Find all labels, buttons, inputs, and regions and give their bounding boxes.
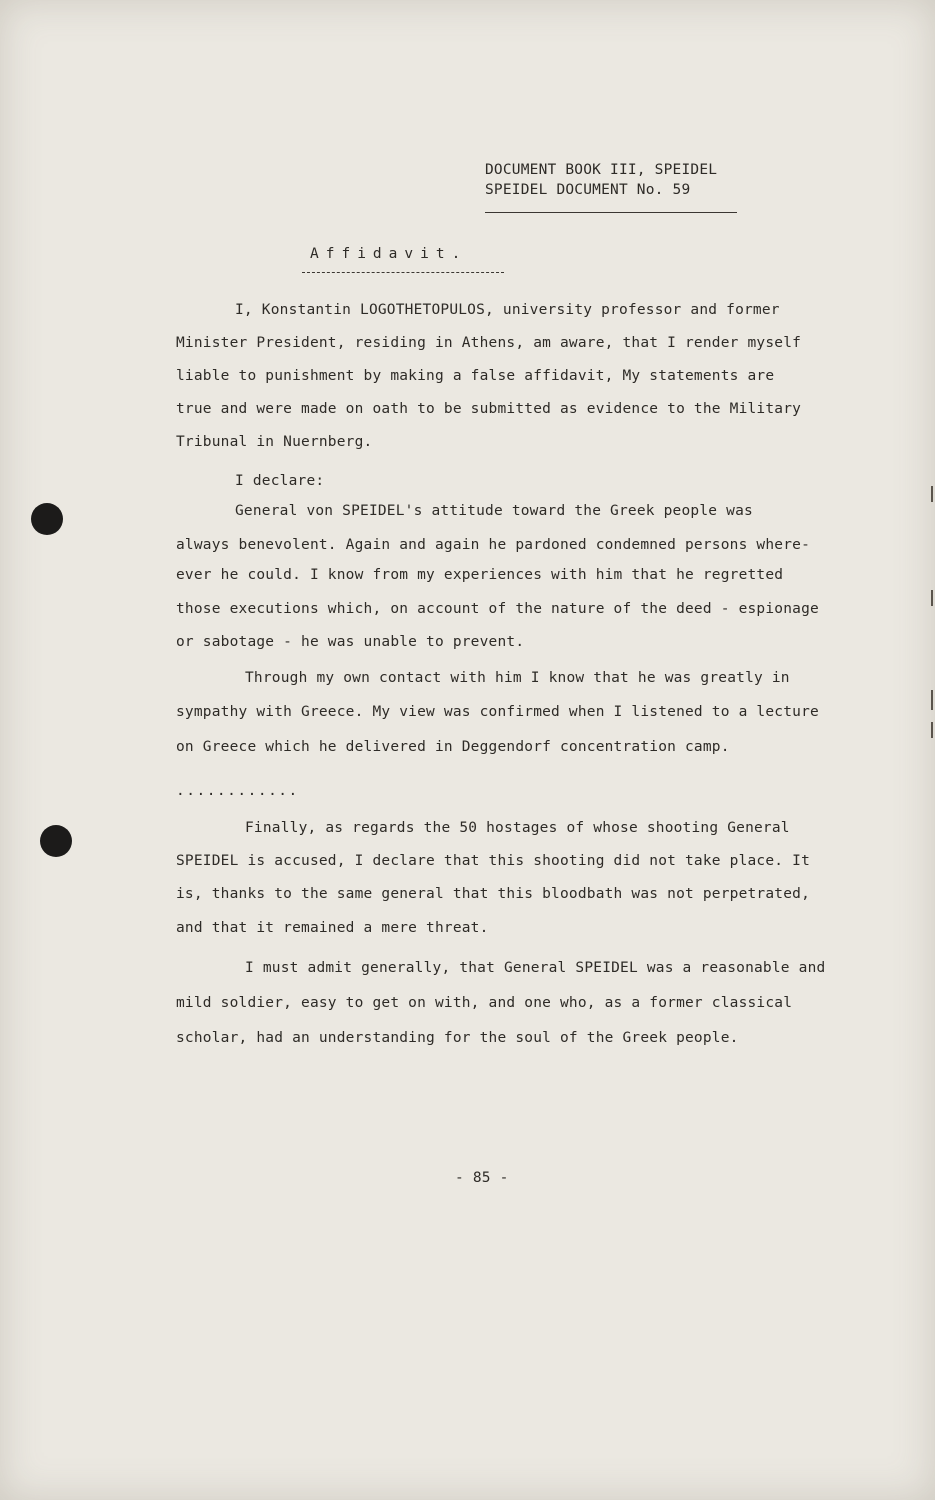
title-underline xyxy=(302,272,504,273)
attitude-line-5: or sabotage - he was unable to prevent. xyxy=(176,634,525,650)
closing-line-3: scholar, had an understanding for the soul of the Greek people. xyxy=(176,1030,739,1046)
edge-mark xyxy=(931,690,933,710)
page-number: - 85 - xyxy=(455,1170,509,1186)
header-underline xyxy=(485,212,737,213)
hostages-line-3: is, thanks to the same general that this bloodbath was not perpetrated, xyxy=(176,886,811,902)
intro-line-3: liable to punishment by making a false affidavit, My statements are xyxy=(176,368,775,384)
declare-line: I declare: xyxy=(235,473,325,489)
attitude-line-4: those executions which, on account of the nature of the deed - espionage xyxy=(176,601,819,617)
sympathy-line-2: sympathy with Greece. My view was confirmed when I listened to a lecture xyxy=(176,704,819,720)
attitude-line-1: General von SPEIDEL's attitude toward the Greek people was xyxy=(235,503,753,519)
punch-hole-upper xyxy=(31,503,63,535)
header-line-book: DOCUMENT BOOK III, SPEIDEL xyxy=(485,162,718,178)
closing-line-1: I must admit generally, that General SPEIDEL was a reasonable and xyxy=(245,960,826,976)
header-line-document-number: SPEIDEL DOCUMENT No. 59 xyxy=(485,182,691,198)
hostages-line-4: and that it remained a mere threat. xyxy=(176,920,489,936)
sympathy-line-3: on Greece which he delivered in Deggendorf concentration camp. xyxy=(176,739,730,755)
intro-line-4: true and were made on oath to be submitted as evidence to the Military xyxy=(176,401,802,417)
intro-line-5: Tribunal in Nuernberg. xyxy=(176,434,373,450)
affidavit-title: Affidavit. xyxy=(310,246,468,262)
sympathy-line-1: Through my own contact with him I know that he was greatly in xyxy=(245,670,790,686)
punch-hole-lower xyxy=(40,825,72,857)
intro-line-2: Minister President, residing in Athens, am aware, that I render myself xyxy=(176,335,802,351)
intro-line-1: I, Konstantin LOGOTHETOPULOS, university professor and former xyxy=(235,302,780,318)
document-header xyxy=(485,160,717,200)
hostages-line-2: SPEIDEL is accused, I declare that this shooting did not take place. It xyxy=(176,853,811,869)
attitude-line-3: ever he could. I know from my experiences with him that he regretted xyxy=(176,567,784,583)
edge-mark xyxy=(931,590,933,606)
closing-line-2: mild soldier, easy to get on with, and one who, as a former classical xyxy=(176,995,793,1011)
edge-mark xyxy=(931,722,933,738)
attitude-line-2: always benevolent. Again and again he pardoned condemned persons where- xyxy=(176,537,811,553)
omission-dots: ............ xyxy=(176,783,299,799)
edge-mark xyxy=(931,486,933,502)
hostages-line-1: Finally, as regards the 50 hostages of whose shooting General xyxy=(245,820,790,836)
